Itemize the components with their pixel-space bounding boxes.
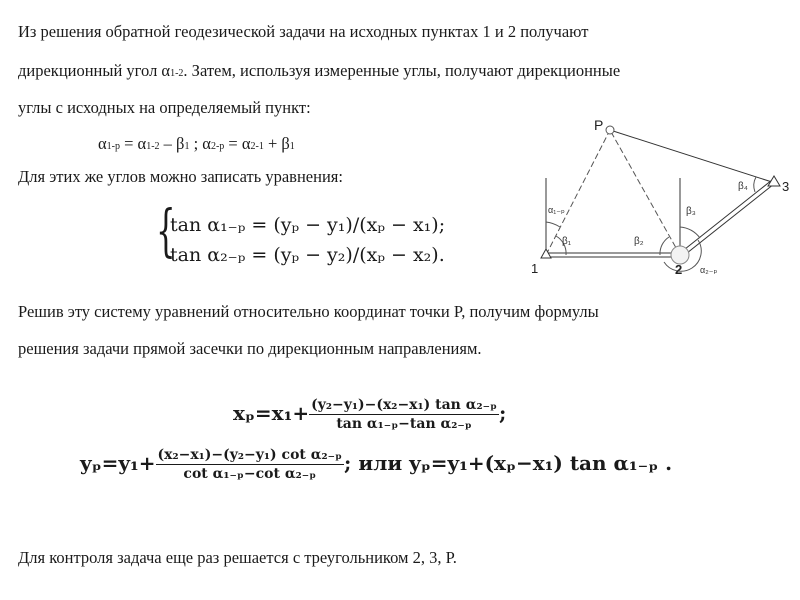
label-b4: β₄ bbox=[738, 181, 748, 192]
label-3: 3 bbox=[782, 179, 790, 194]
subscript: 2-1 bbox=[250, 141, 264, 152]
label-a2p: α₂₋ₚ bbox=[700, 265, 718, 275]
formula-lhs: yₚ=y₁+ bbox=[80, 451, 156, 475]
label-b2: β₂ bbox=[634, 236, 644, 247]
label-a1p: α₁₋ₚ bbox=[548, 205, 565, 215]
label-b1: β₁ bbox=[562, 236, 572, 247]
numerator: (y₂−y₁)−(x₂−x₁) tan α₂₋ₚ bbox=[311, 397, 498, 413]
system-equation-1: tan α₁₋ₚ = (yₚ − y₁)/(xₚ − x₁); bbox=[170, 214, 446, 236]
text-line-2 bbox=[18, 61, 620, 81]
text-line-4: Для этих же углов можно записать уравнения: bbox=[18, 167, 343, 186]
geodetic-diagram bbox=[520, 112, 790, 282]
text-line-3: углы с исходных на определяемый пункт: bbox=[18, 98, 311, 117]
alpha-symbol: α bbox=[98, 134, 107, 153]
label-1: 1 bbox=[531, 261, 539, 276]
text-fragment: ; α bbox=[189, 134, 211, 153]
arc-b4 bbox=[754, 177, 756, 192]
ray-1-p bbox=[546, 130, 610, 255]
point-p-marker bbox=[606, 126, 614, 134]
formula-lhs: xₚ=x₁+ bbox=[233, 401, 310, 425]
formula-tail: ; или yₚ=y₁+(xₚ−x₁) tan α₁₋ₚ . bbox=[344, 451, 673, 475]
label-2: 2 bbox=[675, 262, 683, 277]
text-fragment: – β bbox=[159, 134, 185, 153]
subscript: 2-р bbox=[210, 141, 225, 152]
text-fragment: дирекционный угол α bbox=[18, 61, 171, 80]
angle-formula bbox=[98, 134, 295, 154]
subscript: 1 bbox=[289, 141, 295, 152]
arc-b3 bbox=[680, 227, 700, 238]
subscript: 1 bbox=[184, 141, 190, 152]
text-fragment: + β bbox=[263, 134, 290, 153]
text-line-1: Из решения обратной геодезической задачи на исходных пунктах 1 и 2 получают bbox=[18, 22, 589, 41]
text-fragment: . Затем, используя измеренные углы, получают дирекционные bbox=[183, 61, 621, 80]
brace: { bbox=[156, 199, 176, 264]
subscript: 1-2 bbox=[170, 68, 184, 79]
fraction bbox=[156, 447, 345, 482]
numerator: (x₂−x₁)−(y₂−y₁) cot α₂₋ₚ bbox=[157, 447, 343, 463]
system-equation-2: tan α₂₋ₚ = (yₚ − y₂)/(xₚ − x₂). bbox=[170, 244, 445, 266]
subscript: 1-р bbox=[106, 141, 120, 152]
formula-xp bbox=[233, 397, 506, 432]
label-b3: β₃ bbox=[686, 206, 696, 217]
text-line-7: Для контроля задача еще раз решается с треугольником 2, 3, Р. bbox=[18, 548, 457, 567]
text-fragment: = α bbox=[120, 134, 147, 153]
text-line-5: Решив эту систему уравнений относительно координат точки P, получим формулы bbox=[18, 302, 599, 321]
label-p: P bbox=[594, 117, 604, 133]
formula-yp bbox=[80, 447, 672, 482]
arc-b2 bbox=[660, 237, 669, 255]
subscript: 1-2 bbox=[146, 141, 160, 152]
text-fragment: = α bbox=[224, 134, 251, 153]
denominator: cot α₁₋ₚ−cot α₂₋ₚ bbox=[183, 466, 317, 482]
denominator: tan α₁₋ₚ−tan α₂₋ₚ bbox=[336, 416, 472, 432]
formula-tail: ; bbox=[499, 401, 507, 425]
arc-a1p bbox=[546, 222, 560, 227]
text-line-6: решения задачи прямой засечки по дирекционным направлениям. bbox=[18, 339, 482, 358]
base-line-2-3 bbox=[682, 184, 774, 257]
fraction bbox=[309, 397, 499, 432]
